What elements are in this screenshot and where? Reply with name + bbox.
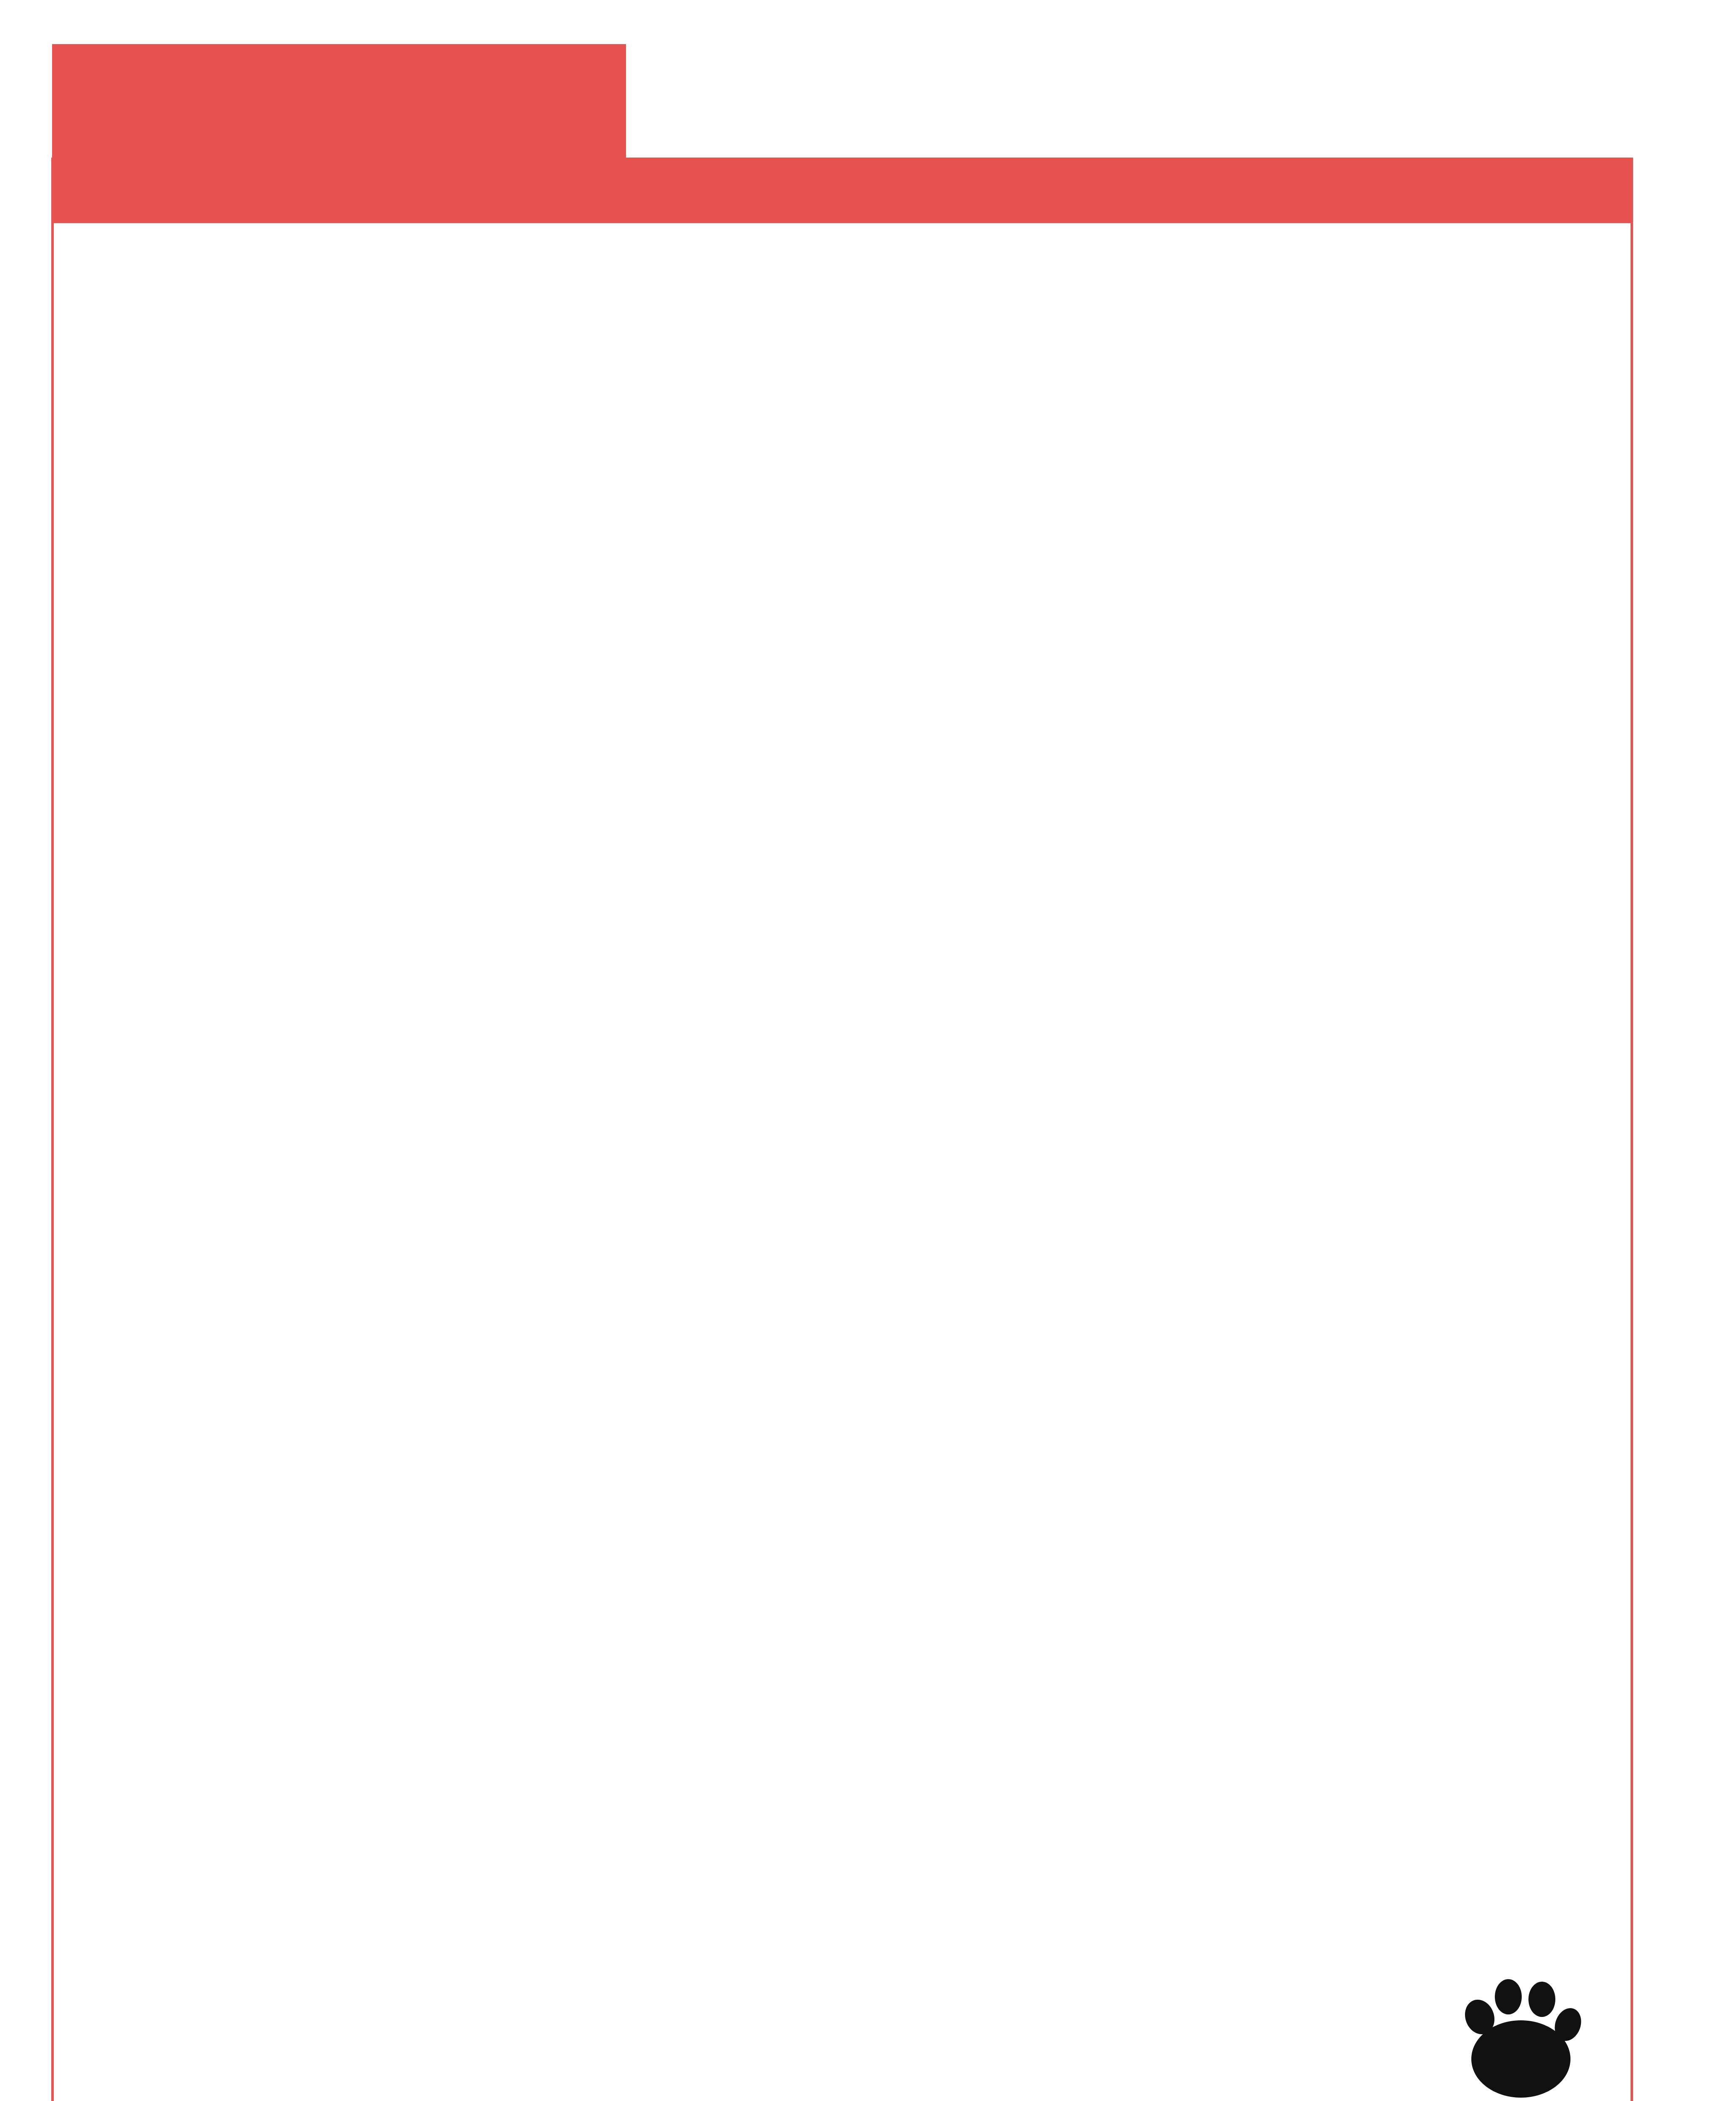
schedule-table <box>51 158 1633 2101</box>
page-title <box>52 44 626 158</box>
table-header <box>54 160 1631 223</box>
paw-print-icon <box>1458 1975 1584 2101</box>
